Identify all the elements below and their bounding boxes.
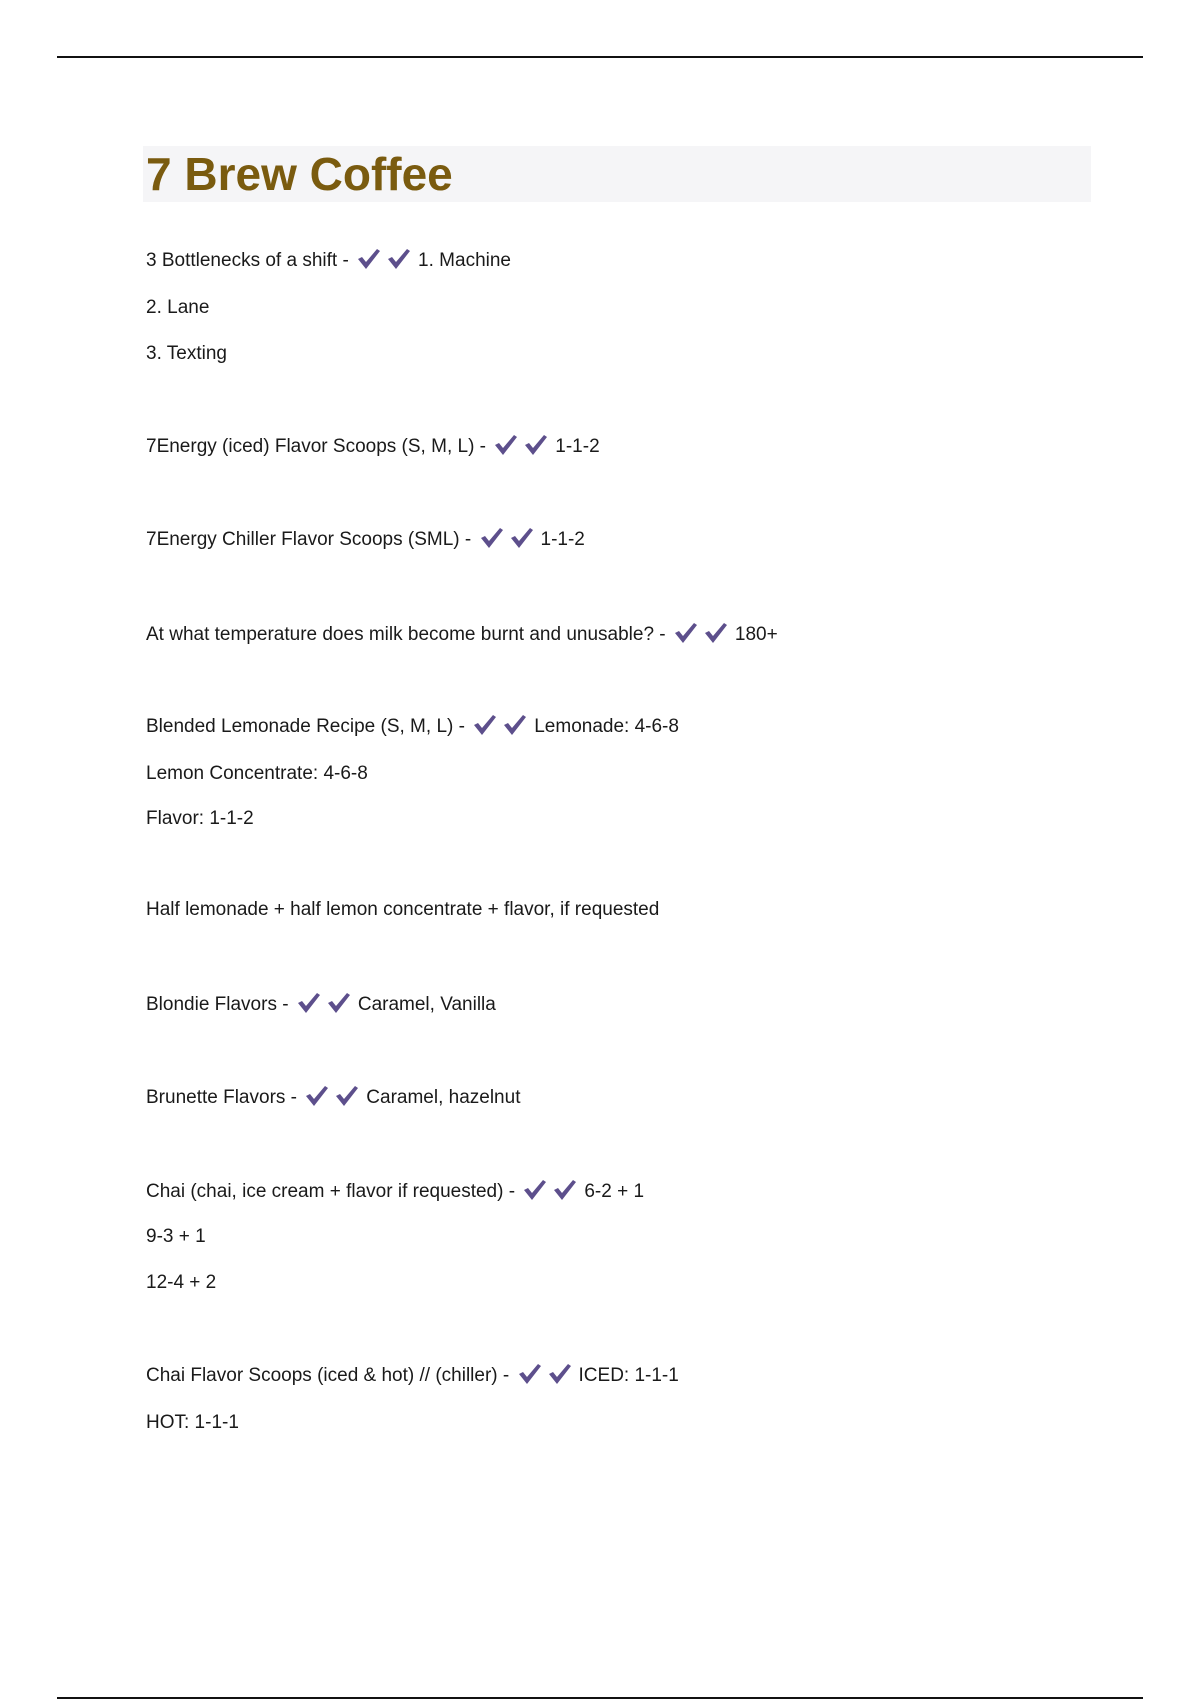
- flashcard-question: Blended Lemonade Recipe (S, M, L) -: [146, 716, 465, 737]
- flashcard-answer: Caramel, Vanilla: [357, 994, 496, 1015]
- flashcard-answer: 180+: [734, 624, 778, 645]
- check-icon: [304, 1085, 330, 1107]
- double-check-icon: [296, 992, 356, 1022]
- check-icon: [479, 527, 505, 549]
- flashcard-answer: 1-1-2: [540, 529, 585, 550]
- double-check-icon: [472, 714, 532, 744]
- double-check-icon: [517, 1363, 577, 1393]
- check-icon: [493, 434, 519, 456]
- check-icon: [296, 992, 322, 1014]
- double-check-icon: [522, 1179, 582, 1209]
- check-icon: [703, 622, 729, 644]
- flashcard-answer: Lemon Concentrate: 4-6-8: [146, 763, 368, 784]
- flashcard-question: 3 Bottlenecks of a shift -: [146, 250, 349, 271]
- flashcard-entry: [146, 1085, 520, 1115]
- flashcard-entry: [146, 1179, 644, 1209]
- flashcard-answer: 2. Lane: [146, 297, 210, 318]
- flashcard-question: 7Energy Chiller Flavor Scoops (SML) -: [146, 529, 472, 550]
- check-icon: [472, 714, 498, 736]
- check-icon: [547, 1363, 573, 1385]
- flashcard-entry: [146, 434, 600, 464]
- check-icon: [509, 527, 535, 549]
- check-icon: [522, 1179, 548, 1201]
- check-icon: [326, 992, 352, 1014]
- document-title: 7 Brew Coffee: [146, 148, 453, 200]
- flashcard-answer: Lemonade: 4-6-8: [534, 716, 679, 737]
- flashcard-entry: [146, 527, 585, 557]
- flashcard-answer: 9-3 + 1: [146, 1226, 206, 1247]
- check-icon: [502, 714, 528, 736]
- double-check-icon: [673, 622, 733, 652]
- flashcard-answer: ICED: 1-1-1: [578, 1365, 679, 1386]
- check-icon: [673, 622, 699, 644]
- flashcard-entry: [146, 622, 778, 652]
- double-check-icon: [479, 527, 539, 557]
- flashcard-answer: 1. Machine: [418, 250, 511, 271]
- flashcard-entry: [146, 992, 496, 1022]
- flashcard-answer: 6-2 + 1: [584, 1181, 645, 1202]
- flashcard-answer: Caramel, hazelnut: [366, 1087, 521, 1108]
- flashcard-answer: 1-1-2: [555, 436, 600, 457]
- flashcard-question: 7Energy (iced) Flavor Scoops (S, M, L) -: [146, 436, 486, 457]
- flashcard-entry: [146, 1363, 679, 1393]
- double-check-icon: [356, 248, 416, 278]
- double-check-icon: [304, 1085, 364, 1115]
- flashcard-question: Chai (chai, ice cream + flavor if requested) -: [146, 1181, 516, 1202]
- flashcard-answer: HOT: 1-1-1: [146, 1412, 239, 1433]
- flashcard-entry: [146, 714, 679, 744]
- double-check-icon: [493, 434, 553, 464]
- bottom-rule: [57, 1697, 1143, 1699]
- flashcard-answer: Half lemonade + half lemon concentrate + flavor, if requested: [146, 899, 660, 920]
- flashcard-question: Blondie Flavors -: [146, 994, 289, 1015]
- check-icon: [356, 248, 382, 270]
- flashcard-answer: 3. Texting: [146, 343, 227, 364]
- check-icon: [334, 1085, 360, 1107]
- flashcard-answer: Flavor: 1-1-2: [146, 808, 254, 829]
- check-icon: [523, 434, 549, 456]
- flashcard-question: At what temperature does milk become burnt and unusable? -: [146, 624, 666, 645]
- flashcard-entry: [146, 248, 511, 278]
- flashcard-answer: 12-4 + 2: [146, 1272, 217, 1293]
- check-icon: [517, 1363, 543, 1385]
- check-icon: [386, 248, 412, 270]
- flashcard-question: Brunette Flavors -: [146, 1087, 297, 1108]
- top-rule: [57, 56, 1143, 58]
- check-icon: [552, 1179, 578, 1201]
- flashcard-question: Chai Flavor Scoops (iced & hot) // (chiller) -: [146, 1365, 510, 1386]
